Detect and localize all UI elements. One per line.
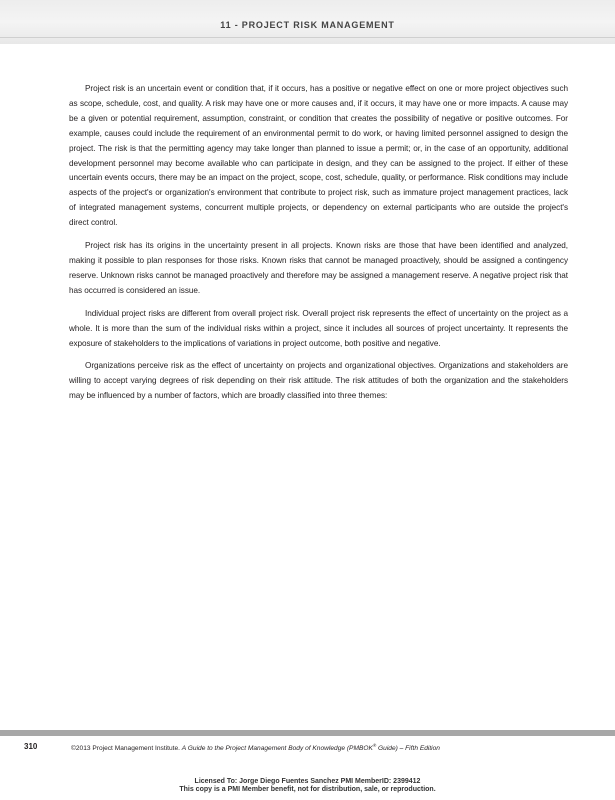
paragraph-risk-origins: Project risk has its origins in the uncertainty present in all projects. Known risks are those that have been identified and analyzed, making it possible to plan responses for those risks. Known risks that cannot be managed proactively, should be assigned a contingency reserve. Unknown risks cannot be managed proactively and therefore may be assigned a management reserve. A negative project risk that has occurred is considered an issue. <box>69 241 568 295</box>
book-title-part2: Guide) – Fifth Edition <box>376 745 440 753</box>
header-rule <box>0 37 615 38</box>
copyright-prefix: ©2013 Project Management Institute. <box>71 745 182 753</box>
page-number: 310 <box>24 742 38 751</box>
license-notice <box>0 778 615 794</box>
footer-band <box>0 730 615 736</box>
license-line-2: This copy is a PMI Member benefit, not for distribution, sale, or reproduction. <box>179 786 436 793</box>
paragraph-project-risk-definition: Project risk is an uncertain event or condition that, if it occurs, has a positive or negative effect on one or more project objectives such as scope, schedule, cost, and quality. A risk may have one or more causes and, if it occurs, it may have one or more impacts. A cause may be a given or potential requirement, assumption, constraint, or condition that creates the possibility of negative or positive outcomes. For example, causes could include the requirement of an environmental permit to do work, or having limited personnel assigned to design the project. The risk is that the permitting agency may take longer than planned to issue a permit; or, in the case of an opportunity, additional development personnel may become available who can participate in design, and they can be assigned to the project. If either of these uncertain events occurs, there may be an impact on the project, scope, cost, schedule, quality, or performance. Risk conditions may include aspects of the project's or organization's environment that contribute to project risk, such as immature project management practices, lack of integrated management systems, concurrent multiple projects, or dependency on external participants who are outside the project's direct control. <box>69 84 568 228</box>
copyright-line <box>71 743 440 752</box>
running-header: 11 - PROJECT RISK MANAGEMENT <box>220 20 395 30</box>
paragraph-risk-attitude: Organizations perceive risk as the effect of uncertainty on projects and organizational objectives. Organizations and stakeholders are willing to accept varying degrees of risk depending on their risk attitude. The risk attitudes of both the organization and the stakeholders may be influenced by a number of factors, which are broadly classified into three themes: <box>69 361 568 401</box>
book-title-part1: A Guide to the Project Management Body of Knowledge (PMBOK <box>181 745 373 753</box>
registered-mark: ® <box>372 743 377 748</box>
license-line-1: Licensed To: Jorge Diego Fuentes Sanchez PMI MemberID: 2399412 <box>194 778 421 785</box>
paragraph-individual-vs-overall: Individual project risks are different from overall project risk. Overall project risk represents the effect of uncertainty on the project as a whole. It is more than the sum of the individual risks within a project, since it includes all sources of project uncertainty. It represents the exposure of stakeholders to the implications of variations in project outcome, both positive and negative. <box>69 308 568 348</box>
body-text <box>69 82 568 412</box>
